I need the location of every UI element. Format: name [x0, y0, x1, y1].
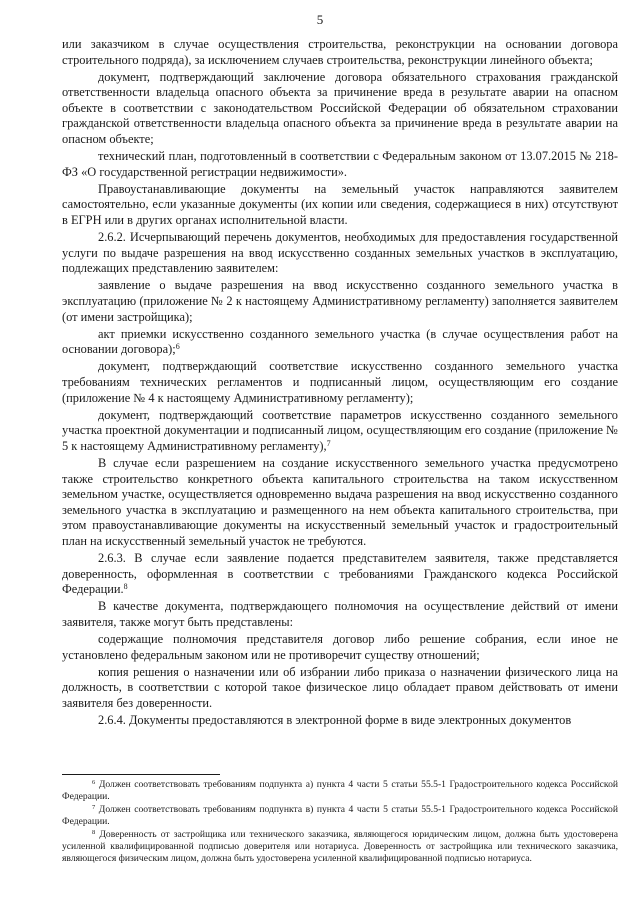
paragraph: акт приемки искусственно созданного земельного участка (в случае осуществления работ на основании договора);$^6$ — [62, 326, 618, 357]
footnote-ref: 6 — [175, 342, 180, 352]
paragraph: копия решения о назначении или об избрании либо приказа о назначении физического лица на должность, в соответствии с которой такое физическое лицо обладает правом действовать от имени заявителя без доверенности. — [62, 664, 618, 710]
footnote: $^7$ Должен соответствовать требованиям подпункта в) пункта 4 части 5 статьи 55.5-1 Градостроительного кодекса Российской Федерации. — [62, 804, 618, 827]
paragraph: Правоустанавливающие документы на земельный участок направляются заявителем самостоятельно, если указанные документы (их копии или сведения, содержащиеся в них) отсутствуют в ЕГРН или в других органах исполнительной власти. — [62, 181, 618, 228]
footnote: $^6$ Должен соответствовать требованиям подпункта а) пункта 4 части 5 статьи 55.5-1 Градостроительного кодекса Российской Федерации. — [62, 779, 619, 802]
paragraph: 2.6.2. Исчерпывающий перечень документов, необходимых для предоставления государственной услуги по выдаче разрешения на ввод искусственно созданных земельных участков в эксплуатацию, подлежащих представлению заявителем: — [62, 230, 618, 276]
paragraph: содержащие полномочия представителя договор либо решение собрания, если иное не установлено федеральным законом или не противоречит существу отношений; — [62, 631, 618, 662]
paragraph: или заказчиком в случае осуществления строительства, реконструкции на основании договора строительного подряда), за исключением случаев строительства, реконструкции линейного объекта; — [62, 37, 618, 67]
paragraph: В качестве документа, подтверждающего полномочия на осуществление действий от имени заявителя, также могут быть представлены: — [62, 599, 618, 629]
footnote-ref: 7 — [326, 438, 331, 448]
footnote-ref: 8 — [123, 582, 128, 592]
page-number: 5 — [316, 12, 324, 27]
footnote-number: 6 — [92, 779, 96, 786]
footnote: $^8$ Доверенность от застройщика или технического заказчика, являющегося юридическим лицом, должна быть удостоверена усиленной квалифицированной подписью доверителя или нотариуса. Доверенность от застройщика или технического заказчика, являющегося физическим лицом, должна быть удостоверена усиленной квалифицированной подписью нотариуса. — [62, 829, 619, 864]
paragraph: В случае если разрешением на создание искусственного земельного участка предусмотрено также строительство конкретного объекта капитального строительства на таком искусственном земельном участке, осуществляется одновременно выдача разрешения на ввод искусственно созданного земельного участка в эксплуатацию и размещенного на нем объекта капитального строительства, при этом правоустанавливающие документы на искусственный земельный участок и градостроительный план на искусственный земельный участок не требуются. — [62, 455, 618, 548]
paragraph: документ, подтверждающий соответствие параметров искусственно созданного земельного участка проектной документации и подписанный лицом, осуществляющим его создание (приложение № 5 к настоящему Административному регламенту),$^7$ — [62, 407, 618, 453]
paragraph: заявление о выдаче разрешения на ввод искусственно созданного земельного участка в эксплуатацию (приложение № 2 к настоящему Административному регламенту) заполняется заявителем (от имени застройщика); — [62, 278, 618, 324]
paragraph: технический план, подготовленный в соответствии с Федеральным законом от 13.07.2015 № 218-ФЗ «О государственной регистрации недвижимости». — [62, 149, 618, 179]
footnotes — [62, 779, 618, 866]
paragraph: документ, подтверждающий соответствие искусственно созданного земельного участка требованиям технических регламентов и подписанный лицом, осуществляющим его создание (приложение № 4 к настоящему Административному регламенту); — [62, 359, 618, 405]
paragraph: 2.6.3. В случае если заявление подается представителем заявителя, также представляется доверенность, оформленная в соответствии с требованиями Гражданского кодекса Российской Федерации.$^8$ — [62, 551, 618, 597]
document-body — [62, 37, 618, 730]
footnote-number: 8 — [92, 829, 96, 836]
paragraph: документ, подтверждающий заключение договора обязательного страхования гражданской ответственности владельца опасного объекта за причинение вреда в результате аварии на опасном объекте в соответствии с законодательством Российской Федерации об обязательном страховании гражданской ответственности владельца опасного объекта за причинение вреда в результате аварии на опасном объекте; — [62, 69, 618, 147]
footnote-divider — [62, 774, 220, 775]
footnote-number: 7 — [92, 804, 96, 811]
paragraph: 2.6.4. Документы предоставляются в электронной форме в виде электронных документов — [98, 712, 572, 727]
